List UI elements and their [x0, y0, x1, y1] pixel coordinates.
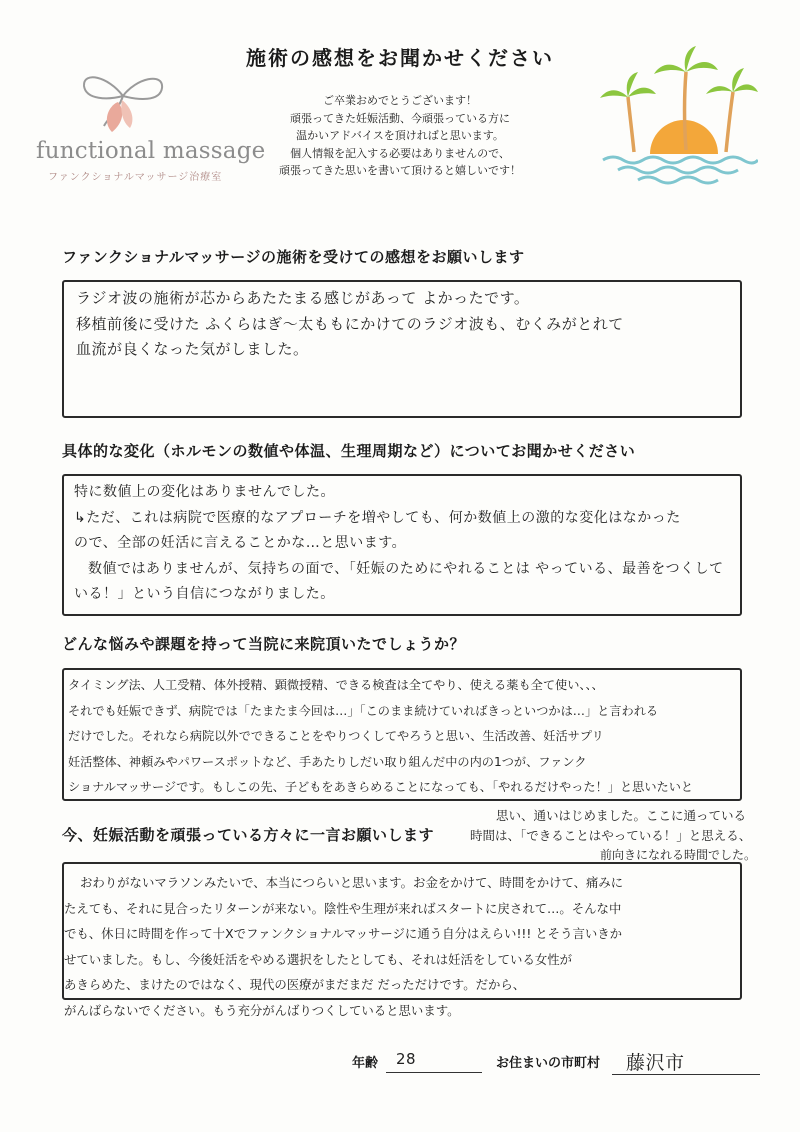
overflow-line: 前向きになれる時間でした。 [600, 848, 757, 862]
age-value: 28 [396, 1050, 417, 1068]
handwritten-line: がんばらないでください。もう充分がんばりつくしていると思います。 [64, 1002, 460, 1018]
age-label: 年齢 [352, 1056, 379, 1071]
handwritten-line: 数値ではありませんが、気持ちの面で、「妊娠のためにやれることは やっている、最善をつくして [88, 560, 724, 577]
intro-line: ご卒業おめでとうございます！ [323, 94, 477, 107]
question-advice: 今、妊娠活動を頑張っている方々に一言お願いします [62, 826, 435, 844]
handwritten-line: タイミング法、人工受精、体外授精、顕微授精、できる検査は全てやり、使える薬も全て使い、、、 [68, 678, 604, 692]
handwritten-line: だけでした。それなら病院以外でできることをやりつくしてやろうと思い、生活改善、妊活サプリ [68, 729, 604, 743]
city-label: お住まいの市町村 [496, 1056, 601, 1071]
beach-palm-illustration-icon [598, 42, 758, 192]
answer-impressions [76, 286, 624, 363]
page-title: 施術の感想をお聞かせください [246, 46, 554, 70]
question-concerns: どんな悩みや課題を持って当院に来院頂いたでしょうか？ [62, 635, 466, 653]
city-value: 藤沢市 [626, 1052, 685, 1074]
answer-concerns [68, 673, 693, 801]
logo-mark-icon [78, 66, 168, 146]
logo-subtitle: ファンクショナルマッサージ治療室 [48, 172, 223, 183]
intro-line: 温かいアドバイスを頂ければと思います。 [296, 129, 504, 142]
city-field [612, 1050, 760, 1075]
handwritten-line: ショナルマッサージです。もしこの先、子どもをあきらめることになっても、「やれるだけやった！」と思いたいと [68, 780, 694, 794]
logo-name: functional massage [36, 138, 266, 164]
answer-changes [74, 480, 724, 608]
answer-advice [64, 870, 623, 1023]
handwritten-line: でも、休日に時間を作って十Xでファンクショナルマッサージに通う自分はえらい!!! とそう言いきか [64, 926, 623, 941]
handwritten-line: ↳ただ、これは病院で医療的なアプローチを増やしても、何か数値上の激的な変化はなかった [74, 509, 681, 526]
handwritten-line: 特に数値上の変化はありませんでした。 [74, 484, 335, 500]
handwritten-line: おわりがないマラソンみたいで、本当につらいと思います。お金をかけて、時間をかけて、痛みに [80, 875, 624, 890]
question-changes: 具体的な変化（ホルモンの数値や体温、生理周期など）についてお聞かせください [62, 442, 636, 460]
handwritten-line: 妊活整体、神頼みやパワースポットなど、手あたりしだい取り組んだ中の内の1つが、ファンク [68, 754, 587, 769]
handwritten-line: いる！」という自信につながりました。 [74, 586, 335, 602]
handwritten-line: ので、全部の妊活に言えることかな…と思います。 [74, 535, 407, 551]
handwritten-line: それでも妊娠できず、病院では「たまたま今回は…」「このまま続けていればきっといつかは…」と言われる [68, 703, 659, 718]
intro-message [240, 92, 560, 180]
handwritten-line: たえても、それに見合ったリターンが来ない。陰性や生理が来ればスタートに戻されて…。そんな中 [64, 900, 622, 916]
intro-line: 頑張ってきた妊娠活動、今頑張っている方に [290, 111, 510, 125]
overflow-line: 時間は、「できることはやっている！」と思える、 [470, 828, 752, 843]
handwritten-line: あきらめた、まけたのではなく、現代の医療がまだまだ だっただけです。だから、 [64, 977, 526, 992]
intro-line: 個人情報を記入する必要はありませんので、 [290, 146, 510, 160]
intro-line: 頑張ってきた思いを書いて頂けると嬉しいです！ [279, 164, 521, 177]
handwritten-line: ラジオ波の施術が芯からあたたまる感じがあって よかったです。 [76, 289, 530, 307]
overflow-line: 思い、通いはじめました。ここに通っている [496, 808, 747, 823]
handwritten-line: 移植前後に受けた ふくらはぎ～太ももにかけてのラジオ波も、むくみがとれて [76, 314, 624, 333]
age-field [386, 1050, 482, 1073]
handwritten-line: 血流が良くなった気がしました。 [76, 340, 309, 358]
handwritten-line: せていました。もし、今後妊活をやめる選択をしたとしても、それは妊活をしている女性が [64, 951, 573, 967]
question-impressions: ファンクショナルマッサージの施術を受けての感想をお願いします [62, 248, 525, 266]
